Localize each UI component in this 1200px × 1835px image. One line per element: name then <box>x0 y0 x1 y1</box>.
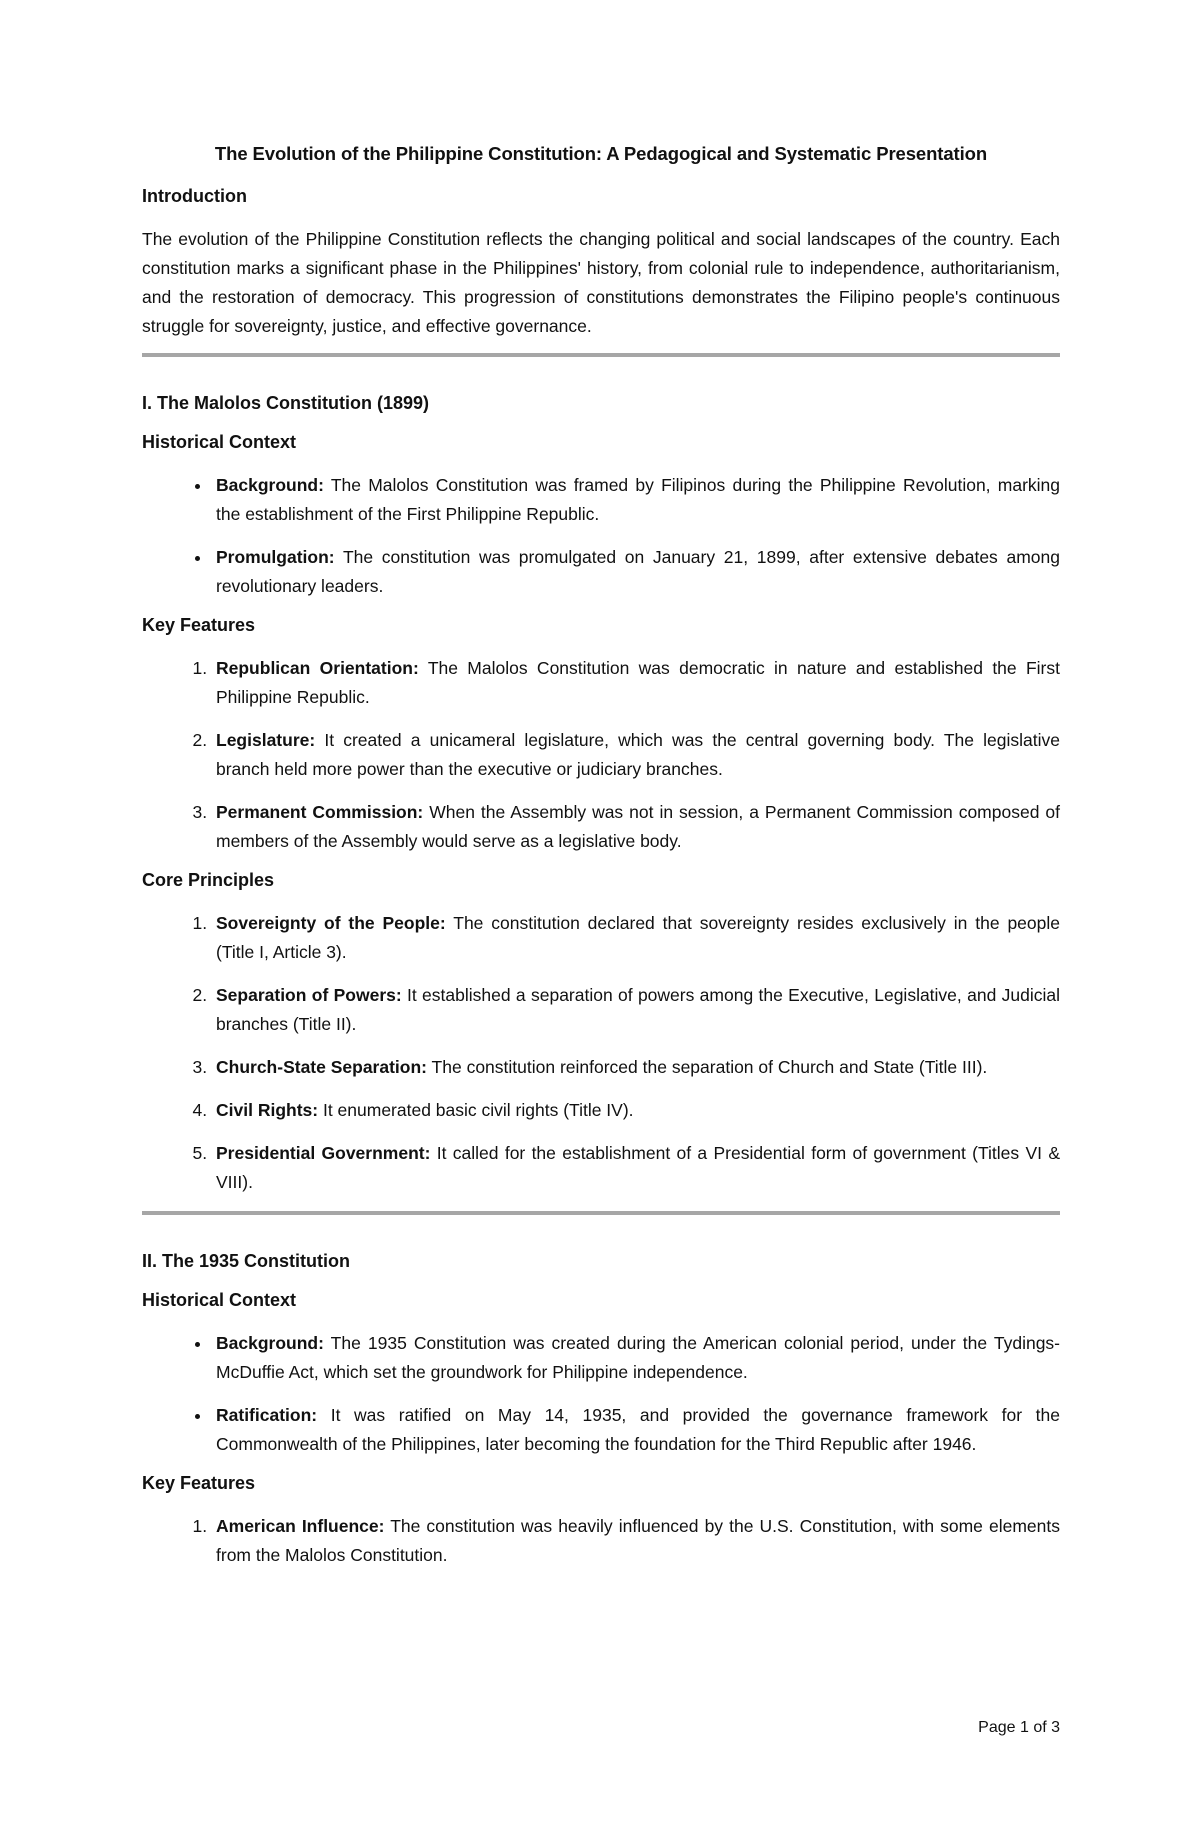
list-item <box>212 1329 1060 1387</box>
term: Background: <box>216 1333 324 1353</box>
term: Permanent Commission: <box>216 802 424 822</box>
definition: It was ratified on May 14, 1935, and provided the governance framework for the Commonwealth of the Philippines, later becoming the foundation for the Third Republic after 1946. <box>216 1405 1060 1454</box>
intro-heading: Introduction <box>142 186 247 206</box>
definition: It enumerated basic civil rights (Title IV). <box>318 1100 634 1120</box>
term: Promulgation: <box>216 547 335 567</box>
key-features-heading: Key Features <box>142 615 256 635</box>
definition: It established a separation of powers among the Executive, Legislative, and Judicial branches (Title II). <box>216 985 1060 1034</box>
definition: The constitution reinforced the separation of Church and State (Title III). <box>427 1057 988 1077</box>
list-item <box>212 1096 1060 1125</box>
list-item <box>212 798 1060 856</box>
definition: The constitution was promulgated on January 21, 1899, after extensive debates among revolutionary leaders. <box>216 547 1060 596</box>
list-item <box>212 654 1060 712</box>
definition: It created a unicameral legislature, which was the central governing body. The legislative branch held more power than the executive or judiciary branches. <box>216 730 1060 779</box>
term: Ratification: <box>216 1405 318 1425</box>
list-item <box>212 471 1060 529</box>
list-item <box>212 981 1060 1039</box>
core-principles-heading: Core Principles <box>142 870 275 890</box>
definition: The 1935 Constitution was created during the American colonial period, under the Tydings-McDuffie Act, which set the groundwork for Philippine independence. <box>216 1333 1060 1382</box>
section-divider <box>142 1211 1060 1215</box>
term: Civil Rights: <box>216 1100 319 1120</box>
term: American Influence: <box>216 1516 385 1536</box>
definition: The Malolos Constitution was framed by Filipinos during the Philippine Revolution, marking the establishment of the First Philippine Republic. <box>216 475 1060 524</box>
term: Presidential Government: <box>216 1143 431 1163</box>
list-item <box>212 1139 1060 1197</box>
document-title: The Evolution of the Philippine Constitution: A Pedagogical and Systematic Presentation <box>214 143 988 164</box>
list-item <box>212 909 1060 967</box>
historical-context-list <box>142 1329 1060 1459</box>
term: Background: <box>216 475 324 495</box>
definition: The Malolos Constitution was democratic in nature and established the First Philippine Republic. <box>216 658 1060 707</box>
historical-context-heading: Historical Context <box>142 432 297 452</box>
historical-context-list <box>142 471 1060 601</box>
core-principles-list <box>142 909 1060 1197</box>
term: Sovereignty of the People: <box>216 913 446 933</box>
list-item <box>212 543 1060 601</box>
term: Legislature: <box>216 730 316 750</box>
list-item <box>212 1512 1060 1570</box>
page-number: Page 1 of 3 <box>978 1719 1060 1736</box>
section-heading-malolos: I. The Malolos Constitution (1899) <box>142 393 430 413</box>
list-item <box>212 726 1060 784</box>
term: Church-State Separation: <box>216 1057 427 1077</box>
section-divider <box>142 353 1060 357</box>
definition: When the Assembly was not in session, a Permanent Commission composed of members of the Assembly would serve as a legislative body. <box>216 802 1061 851</box>
section-heading-1935: II. The 1935 Constitution <box>142 1251 351 1271</box>
definition: The constitution declared that sovereignty resides exclusively in the people (Title I, Article 3). <box>216 913 1060 962</box>
definition: It called for the establishment of a Presidential form of government (Titles VI & VIII). <box>216 1143 1060 1192</box>
definition: The constitution was heavily influenced by the U.S. Constitution, with some elements from the Malolos Constitution. <box>216 1516 1060 1565</box>
key-features-list <box>142 654 1060 856</box>
intro-paragraph: The evolution of the Philippine Constitution reflects the changing political and social landscapes of the country. Each constitution marks a significant phase in the Philippines' history, from colonial rule to independence, authoritarianism, and the restoration of democracy. This progression of constitutions demonstrates the Filipino people's continuous struggle for sovereignty, justice, and effective governance. <box>142 229 1060 336</box>
historical-context-heading: Historical Context <box>142 1290 297 1310</box>
term: Separation of Powers: <box>216 985 402 1005</box>
list-item <box>212 1053 1060 1082</box>
key-features-list <box>142 1512 1060 1570</box>
key-features-heading: Key Features <box>142 1473 256 1493</box>
term: Republican Orientation: <box>216 658 419 678</box>
list-item <box>212 1401 1060 1459</box>
